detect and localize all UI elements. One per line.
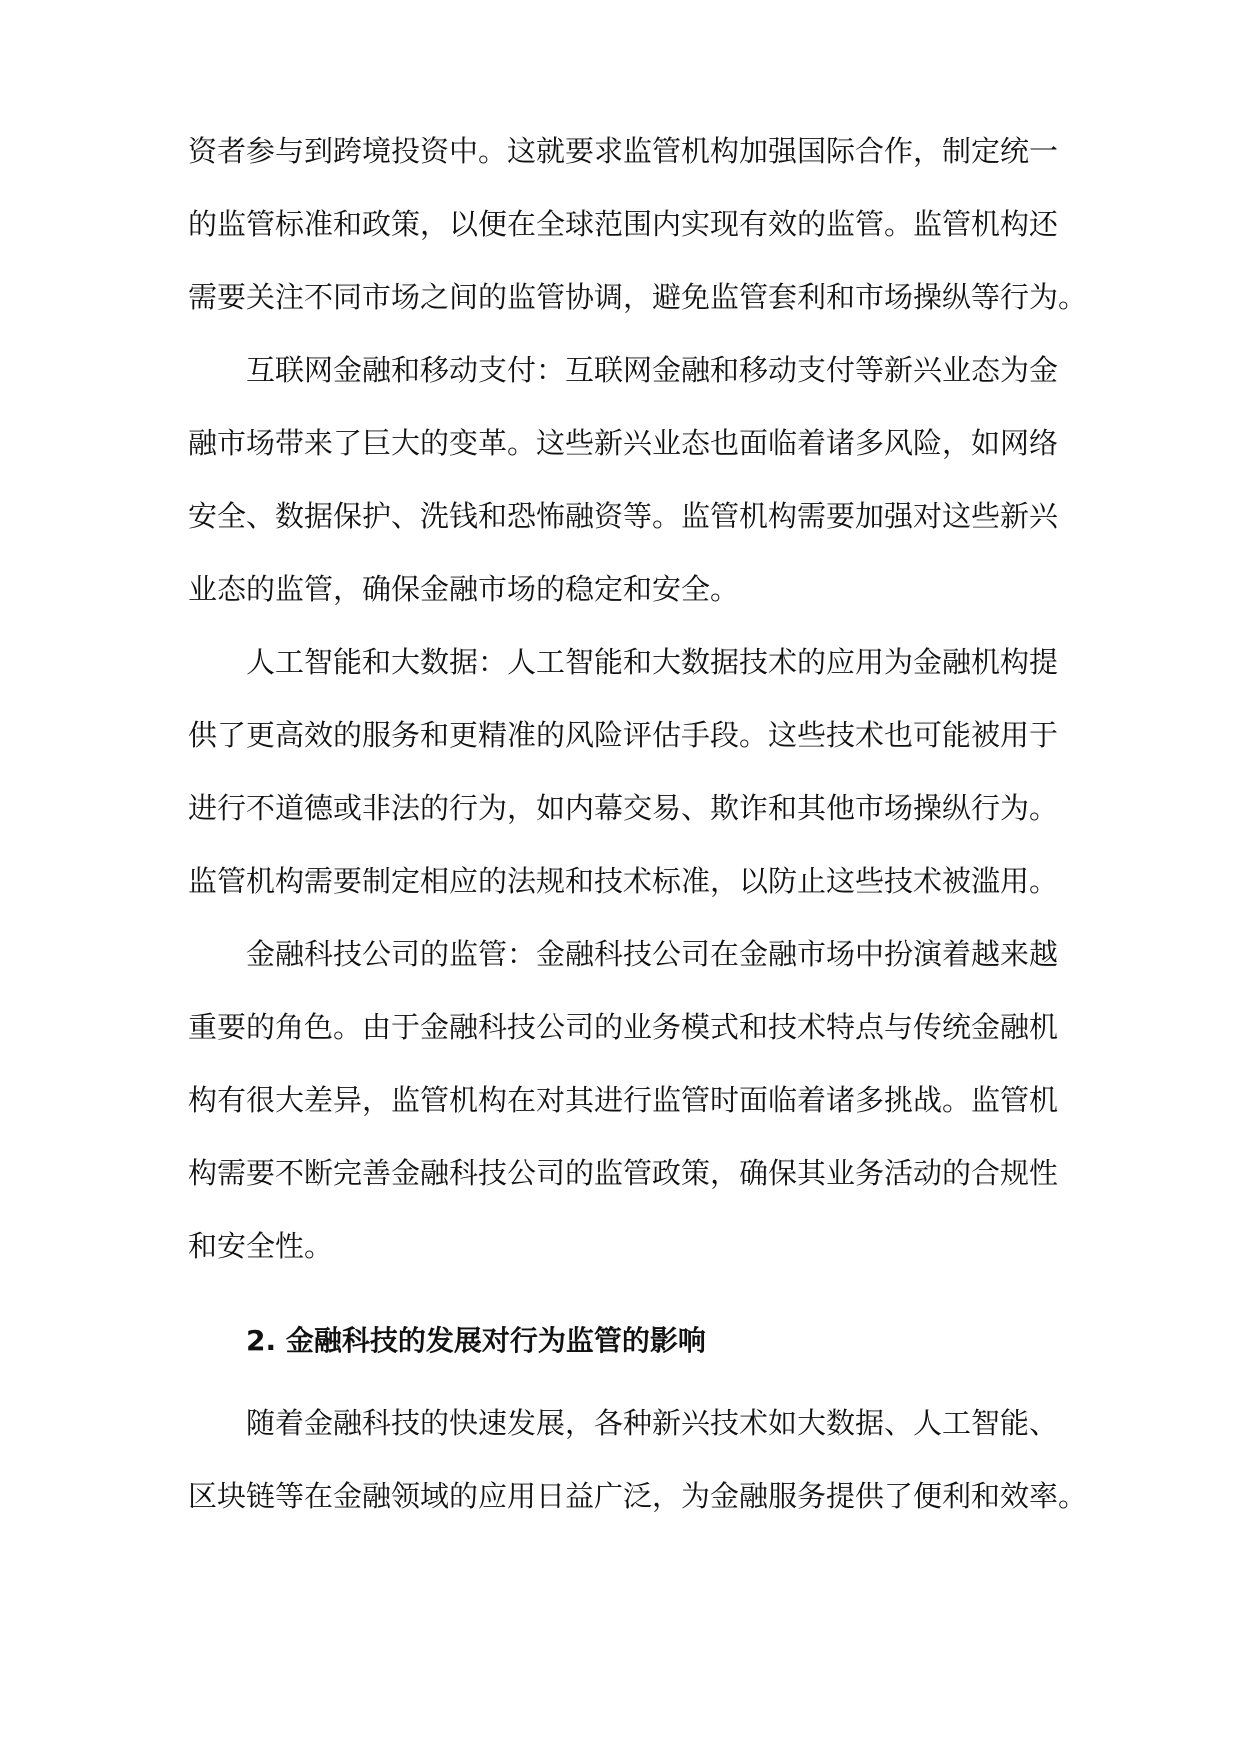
paragraph-line: 安全、数据保护、洗钱和恐怖融资等。监管机构需要加强对这些新兴 (188, 499, 1059, 533)
paragraph-line: 需要关注不同市场之间的监管协调，避免监管套利和市场操纵等行为。 (188, 280, 1088, 314)
paragraph-line: 随着金融科技的快速发展，各种新兴技术如大数据、人工智能、 (246, 1406, 1059, 1440)
paragraph-line: 重要的角色。由于金融科技公司的业务模式和技术特点与传统金融机 (188, 1010, 1059, 1044)
paragraph-line: 和安全性。 (188, 1229, 334, 1263)
paragraph-line: 构需要不断完善金融科技公司的监管政策，确保其业务活动的合规性 (188, 1156, 1059, 1190)
paragraph-line: 资者参与到跨境投资中。这就要求监管机构加强国际合作，制定统一 (188, 134, 1059, 168)
paragraph-line: 业态的监管，确保金融市场的稳定和安全。 (188, 572, 740, 606)
paragraph-line: 区块链等在金融领域的应用日益广泛，为金融服务提供了便利和效率。 (188, 1479, 1088, 1513)
paragraph-line: 构有很大差异，监管机构在对其进行监管时面临着诸多挑战。监管机 (188, 1083, 1059, 1117)
paragraph-line: 监管机构需要制定相应的法规和技术标准，以防止这些技术被滥用。 (188, 864, 1059, 898)
paragraph-line: 互联网金融和移动支付：互联网金融和移动支付等新兴业态为金 (246, 353, 1059, 387)
paragraph-line: 金融科技公司的监管：金融科技公司在金融市场中扮演着越来越 (246, 937, 1059, 971)
paragraph-line: 融市场带来了巨大的变革。这些新兴业态也面临着诸多风险，如网络 (188, 426, 1059, 460)
paragraph-line: 人工智能和大数据：人工智能和大数据技术的应用为金融机构提 (246, 645, 1059, 679)
paragraph-line: 的监管标准和政策，以便在全球范围内实现有效的监管。监管机构还 (188, 207, 1059, 241)
paragraph-line: 供了更高效的服务和更精准的风险评估手段。这些技术也可能被用于 (188, 718, 1059, 752)
paragraph-line: 进行不道德或非法的行为，如内幕交易、欺诈和其他市场操纵行为。 (188, 791, 1059, 825)
section-heading: 2. 金融科技的发展对行为监管的影响 (246, 1324, 706, 1357)
